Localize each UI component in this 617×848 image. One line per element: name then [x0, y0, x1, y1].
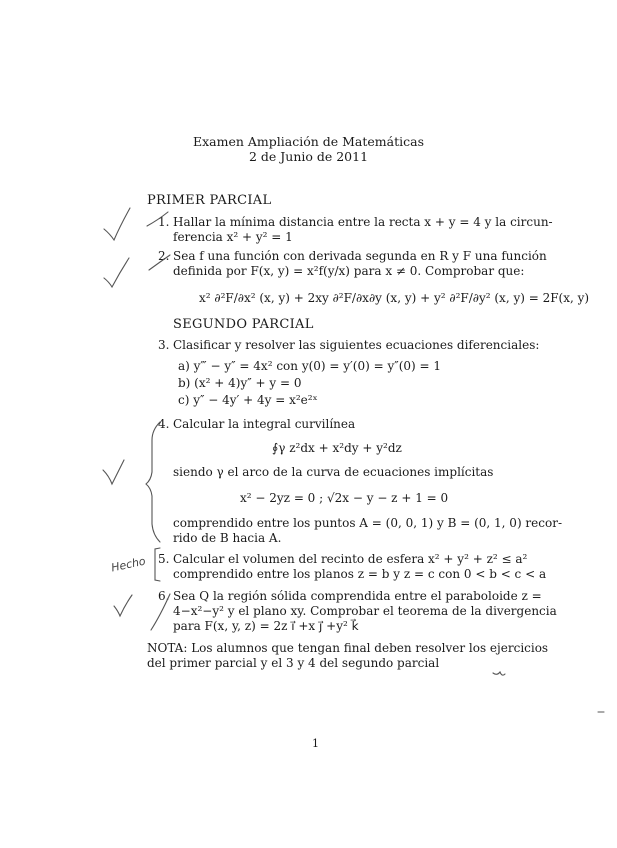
q3-item-c: c) y″ − 4y′ + 4y = x²e²ˣ	[178, 393, 318, 407]
strike-q1-icon	[147, 212, 168, 226]
scribble-mark-icon	[493, 672, 505, 675]
q2-equation: x² ∂²F/∂x² (x, y) + 2xy ∂²F/∂x∂y (x, y) + y² ∂²F/∂y² (x, y) = 2F(x, y)	[199, 291, 590, 305]
q6-line2: 4−x²−y² y el plano xy. Comprobar el teorema de la divergencia	[173, 604, 557, 618]
q2-line1: Sea f una función con derivada segunda en R y F una función	[173, 249, 547, 263]
checkmark-q6-icon	[114, 595, 132, 616]
bracket-q5-icon	[155, 548, 160, 581]
q6-line1: Sea Q la región sólida comprendida entre el paraboloide z =	[173, 589, 542, 603]
q4-equation: x² − 2yz = 0 ; √2x − y − z + 1 = 0	[240, 491, 449, 505]
q2-number: 2.	[158, 249, 170, 263]
q6-number: 6.	[158, 589, 170, 603]
q4-line3: comprendido entre los puntos A = (0, 0, 1) y B = (0, 1, 0) recor-	[173, 516, 563, 530]
q6-line3: para F(x, y, z) = 2z i⃗ +x j⃗ +y² k⃗	[173, 619, 359, 633]
checkmark-q1-icon	[104, 208, 130, 240]
nota-line2: del primer parcial y el 3 y 4 del segundo parcial	[147, 656, 440, 670]
q1-number: 1.	[158, 215, 170, 229]
q4-line1: Calcular la integral curvilínea	[173, 417, 356, 431]
bracket-q4-icon	[146, 422, 160, 542]
q4-integral: ∮γ z²dx + x²dy + y²dz	[272, 441, 402, 455]
q3-item-a: a) y‴ − y″ = 4x² con y(0) = y′(0) = y″(0) = 1	[178, 359, 442, 373]
q4-number: 4.	[158, 417, 170, 431]
q4-line2: siendo γ el arco de la curva de ecuaciones implícitas	[173, 465, 494, 479]
q3-number: 3.	[158, 338, 170, 352]
q5-line2: comprendido entre los planos z = b y z = c con 0 < b < c < a	[173, 567, 547, 581]
q2-line2: definida por F(x, y) = x²f(y/x) para x ≠ 0. Comprobar que:	[173, 264, 525, 278]
strike-q2-icon	[149, 255, 170, 270]
q5-line1: Calcular el volumen del recinto de esfera x² + y² + z² ≤ a²	[173, 552, 528, 566]
q1-line1: Hallar la mínima distancia entre la recta x + y = 4 y la circun-	[173, 215, 553, 229]
checkmark-q4-icon	[103, 460, 124, 484]
handwritten-margin-note: Hecho	[110, 554, 147, 575]
primer-parcial-heading: PRIMER PARCIAL	[147, 193, 272, 208]
page-number: 1	[312, 737, 319, 750]
q1-line2: ferencia x² + y² = 1	[173, 230, 293, 244]
q4-line4: rido de B hacia A.	[173, 531, 282, 545]
exam-date: 2 de Junio de 2011	[248, 149, 369, 164]
segundo-parcial-heading: SEGUNDO PARCIAL	[173, 317, 314, 332]
q3-item-b: b) (x² + 4)y″ + y = 0	[178, 376, 302, 390]
nota-line1: NOTA: Los alumnos que tengan final deben resolver los ejercicios	[147, 641, 549, 655]
strike-q6-icon	[151, 594, 170, 630]
exam-title: Examen Ampliación de Matemáticas	[192, 134, 425, 149]
checkmark-q2-icon	[104, 258, 129, 287]
q3-line1: Clasificar y resolver las siguientes ecuaciones diferenciales:	[173, 338, 540, 352]
q5-number: 5.	[158, 552, 170, 566]
